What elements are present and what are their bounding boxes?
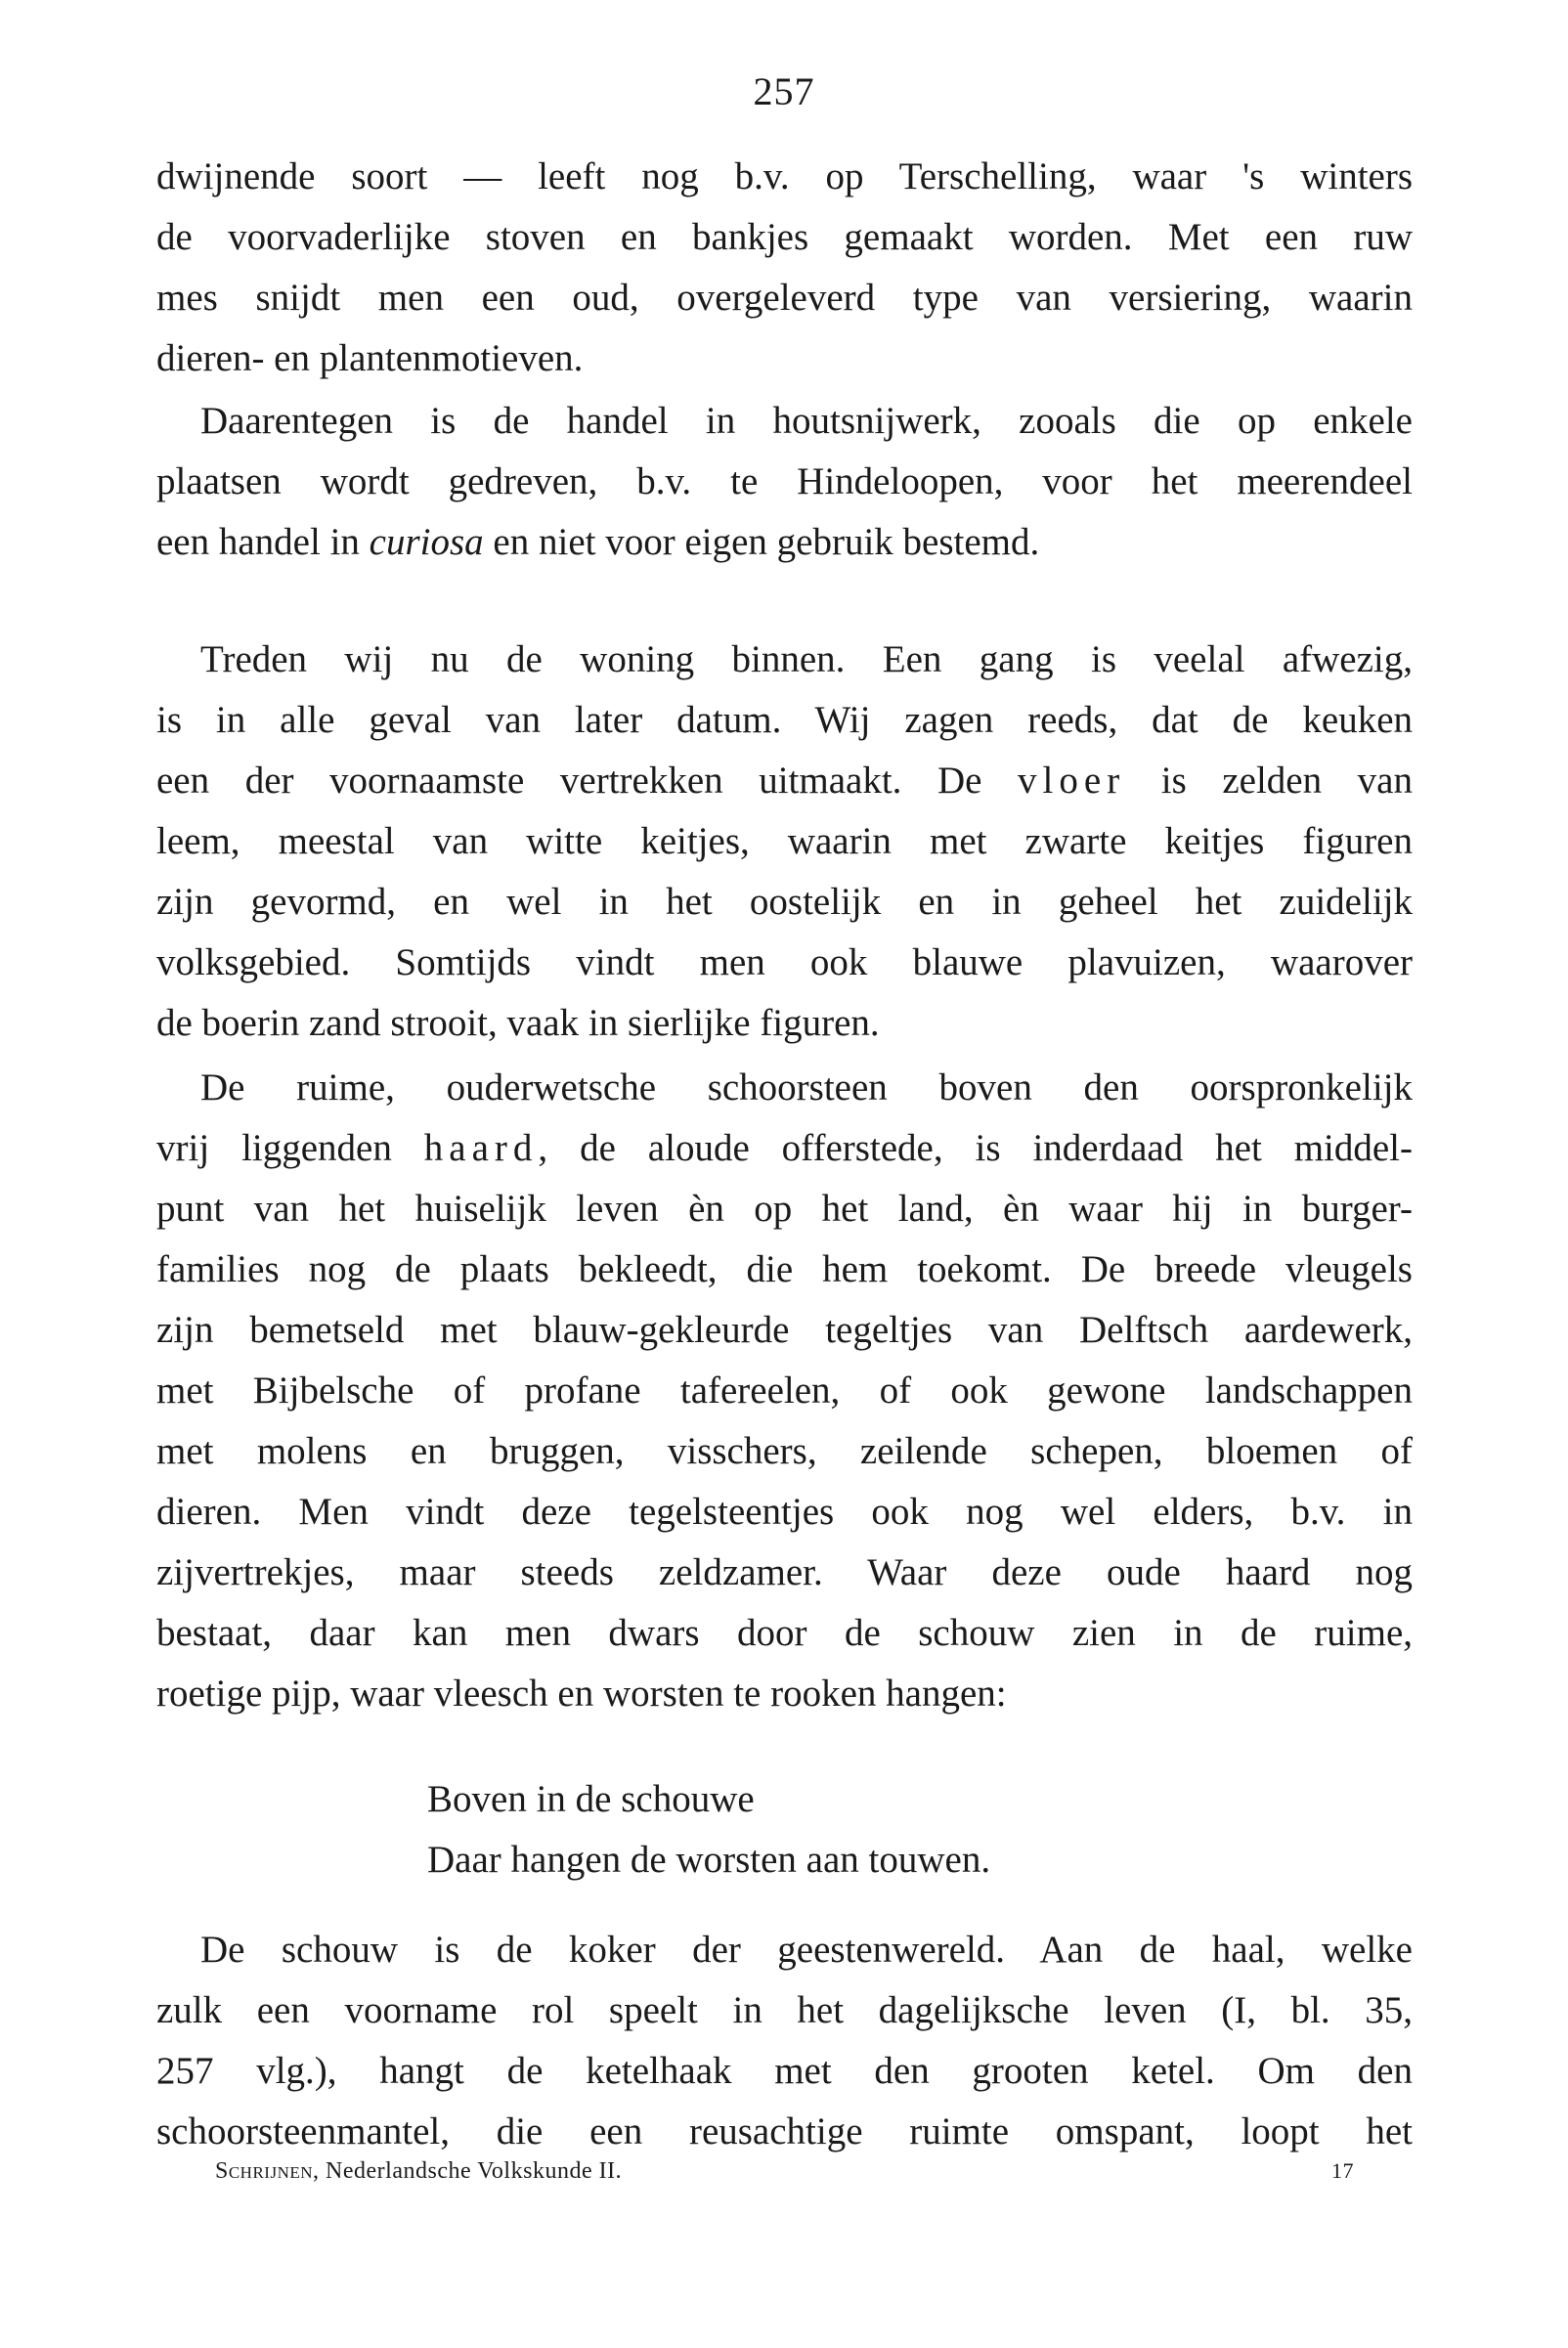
text-line: roetige pijp, waar vleesch en worsten te rooken hangen: [156,1673,1007,1715]
text-line: dwijnende soort — leeft nog b.v. op Terschelling, waar 's winters [156,155,1413,197]
footer-title [215,2158,622,2185]
text-line: families nog de plaats bekleedt, die hem toekomt. De breede vleugels [156,1248,1413,1290]
text-line: de boerin zand strooit, vaak in sierlijke figuren. [156,1002,880,1044]
verse-quote [427,1769,1307,1891]
signature-mark: 17 [1331,2158,1354,2183]
text-line: 257 vlg.), hangt de ketelhaak met den grooten ketel. Om den [156,2050,1413,2092]
text-line [156,751,1413,811]
text-line: volksgebied. Somtijds vindt men ook blauwe plavuizen, waarover [156,941,1413,983]
page-number: 257 [753,69,815,113]
text-segment: is zelden van [1125,760,1413,802]
text-line: schoorsteenmantel, die een reusachtige ruimte omspant, loopt het [156,2110,1413,2152]
text-line [156,512,1413,573]
text-line: plaatsen wordt gedreven, b.v. te Hindeloopen, voor het meerendeel [156,460,1413,502]
footer-book-title: , Nederlandsche Volkskunde II. [313,2158,623,2184]
text-line: De ruime, ouderwetsche schoorsteen boven den oorspronkelijk [200,1066,1413,1109]
text-line: bestaat, daar kan men dwars door de schouw zien in de ruime, [156,1612,1413,1654]
spaced-term: haard [423,1127,539,1169]
text-line: mes snijdt men een oud, overgeleverd type van versiering, waarin [156,277,1413,319]
text-segment: een der voornaamste vertrekken uitmaakt. De [156,760,1019,802]
text-line: is in alle geval van later datum. Wij zagen reeds, dat de keuken [156,699,1413,741]
text-line: punt van het huiselijk leven èn op het land, èn waar hij in burger- [156,1188,1413,1230]
text-line: dieren. Men vindt deze tegelsteentjes ook nog wel elders, b.v. in [156,1491,1413,1533]
paragraph-5 [156,1920,1413,2162]
text-line [156,1118,1413,1179]
text-segment: een handel in [156,521,370,563]
text-line: dieren- en plantenmotieven. [156,337,584,379]
text-segment: en niet voor eigen gebruik bestemd. [483,521,1040,563]
text-line: Daarentegen is de handel in houtsnijwerk, zooals die op enkele [200,400,1413,442]
text-line: zijn bemetseld met blauw-gekleurde tegeltjes van Delftsch aardewerk, [156,1309,1413,1351]
italic-term: curiosa [369,521,484,563]
text-line: leem, meestal van witte keitjes, waarin met zwarte keitjes figuren [156,820,1413,862]
text-line: zijn gevormd, en wel in het oostelijk en in geheel het zuidelijk [156,881,1413,923]
verse-line: Boven in de schouwe [427,1778,755,1820]
paragraph-3 [156,630,1413,1054]
text-segment: vrij liggenden [156,1127,424,1169]
text-line: met molens en bruggen, visschers, zeilende schepen, bloemen of [156,1430,1413,1472]
footer-author: Schrijnen [215,2158,314,2184]
text-line: De schouw is de koker der geestenwereld. Aan de haal, welke [200,1929,1413,1971]
paragraph-1 [156,147,1413,389]
text-line: zulk een voorname rol speelt in het dagelijksche leven (I, bl. 35, [156,1989,1413,2031]
text-line: de voorvaderlijke stoven en bankjes gemaakt worden. Met een ruw [156,216,1413,258]
text-segment: , de aloude offerstede, is inderdaad het middel- [538,1127,1413,1169]
spaced-term: vloer [1018,760,1126,802]
text-line: Treden wij nu de woning binnen. Een gang is veelal afwezig, [200,638,1413,680]
paragraph-2 [156,391,1413,573]
verse-line: Daar hangen de worsten aan touwen. [427,1839,991,1881]
text-line: met Bijbelsche of profane tafereelen, of ook gewone landschappen [156,1370,1413,1412]
text-line: zijvertrekjes, maar steeds zeldzamer. Waar deze oude haard nog [156,1551,1413,1593]
paragraph-4 [156,1058,1413,1724]
